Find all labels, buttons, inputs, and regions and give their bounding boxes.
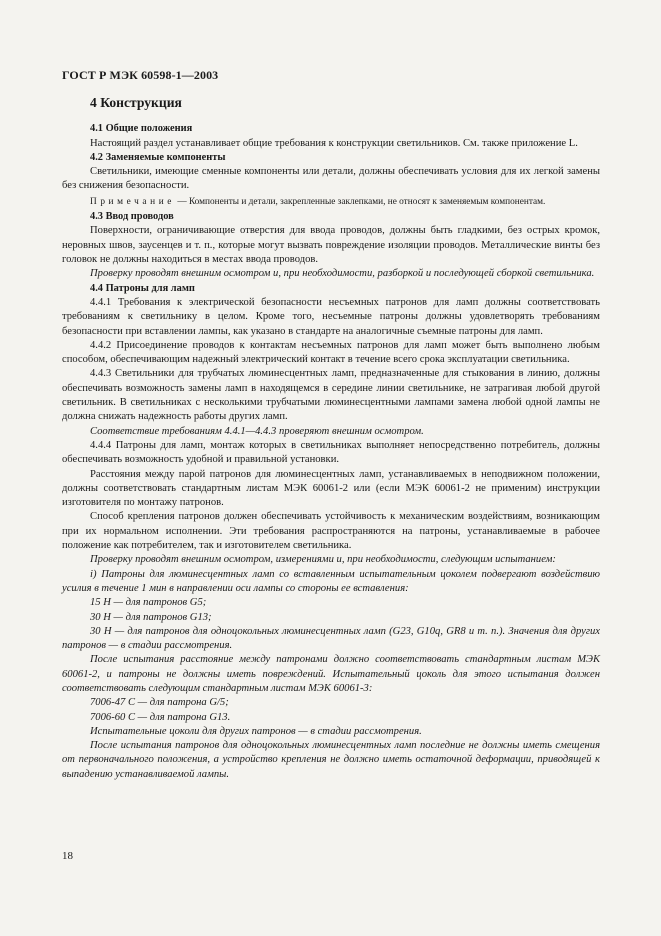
- check-paragraph: Проверку проводят внешним осмотром и, при необходимости, разборкой и последующей сборкой светильника.: [90, 268, 595, 280]
- page-number: 18: [62, 850, 73, 862]
- paragraph-4-4-1: 4.4.1 Требования к электрической безопасности несъемных патронов для ламп должны соответствовать требованиям к светильнику в целом. Кроме того, несъемные патроны должны удовлетворять требованиям безопасности при вставлении лампы, как указано в стандарте на аналогичные съемные патроны для ламп.: [62, 296, 600, 337]
- after-test-paragraph: После испытания расстояние между патронами должно соответствовать стандартным листам МЭК 60061-2, и патроны не должны иметь повреждений. Испытательный цоколь для этого испытания должен соответствовать следующим стандартным листам МЭК 60061-3:: [62, 654, 600, 694]
- paragraph: Расстояния между парой патронов для люминесцентных ламп, устанавливаемых в неподвижном положении, должны соответствовать стандартным листам МЭК 60061-2 или (если МЭК 60061-2 не применим) инструкции изготовителя по монтажу патронов.: [62, 468, 600, 509]
- paragraph: Светильники, имеющие сменные компоненты или детали, должны обеспечивать условия для их легкой замены без снижения безопасности.: [62, 166, 600, 192]
- subsection-heading-4-1: 4.1 Общие положения: [90, 123, 193, 135]
- paragraph: Испытательные цоколи для других патронов — в стадии рассмотрения.: [90, 725, 422, 737]
- subsection-heading-4-4: 4.4 Патроны для ламп: [90, 282, 195, 294]
- note: [62, 196, 600, 208]
- after-test-paragraph: После испытания патронов для одноцокольных люминесцентных ламп последние не должны иметь смещения от первоначального положения, а устройство крепления не должно иметь остаточной деформации, приводящей к выпадению устанавливаемой лампы.: [62, 740, 600, 780]
- check-intro: Проверку проводят внешним осмотром, измерениями и, при необходимости, следующим испытанием:: [90, 554, 556, 566]
- check-paragraph: Соответствие требованиям 4.4.1—4.4.3 проверяют внешним осмотром.: [90, 425, 424, 437]
- document-header: ГОСТ Р МЭК 60598-1—2003: [62, 68, 219, 82]
- force-value: 30 Н — для патронов G13;: [90, 611, 212, 623]
- paragraph: Способ крепления патронов должен обеспечивать устойчивость к механическим воздействиям, возникающим при их нормальном исполнении. Эти требования распространяются на патроны, устанавливаемые в рабочее положение как потребителем, так и изготовителем светильника.: [62, 511, 600, 552]
- note-text: — Компоненты и детали, закрепленные заклепками, не относят к заменяемым компонентам.: [175, 196, 546, 207]
- page-content: [62, 96, 600, 782]
- force-value: 30 Н — для патронов для одноцокольных люминесцентных ламп (G23, G10q, GR8 и т. п.). Значения для других патронов — в стадии рассмотрения.: [62, 625, 600, 652]
- paragraph-4-4-4: 4.4.4 Патроны для ламп, монтаж которых в светильниках выполняет непосредственно потребитель, должны обеспечивать возможность удобной и правильной установки.: [62, 439, 600, 466]
- force-value: 15 Н — для патронов G5;: [90, 597, 207, 609]
- sheet-value: 7006-60 С — для патрона G13.: [90, 711, 231, 723]
- note-label: Примечание: [90, 196, 175, 207]
- paragraph-4-4-2: 4.4.2 Присоединение проводов к контактам несъемных патронов для ламп может быть выполнено любым способом, обеспечивающим надежный электрический контакт в течение всего срока эксплуатации светильника.: [62, 339, 600, 366]
- paragraph: Поверхности, ограничивающие отверстия для ввода проводов, должны быть гладкими, без острых кромок, неровных швов, заусенцев и т. п., которые могут вызвать повреждение изоляции проводов. Металлические винты без головок не должны находиться в местах ввода проводов.: [62, 225, 600, 266]
- subsection-heading-4-2: 4.2 Заменяемые компоненты: [90, 151, 226, 163]
- subsection-heading-4-3: 4.3 Ввод проводов: [90, 211, 174, 223]
- paragraph: Настоящий раздел устанавливает общие требования к конструкции светильников. См. также приложение L.: [90, 137, 578, 149]
- sheet-value: 7006-47 С — для патрона G/5;: [90, 697, 229, 709]
- paragraph-4-4-3: 4.4.3 Светильники для трубчатых люминесцентных ламп, предназначенные для стыкования в линию, должны обеспечивать возможность замены ламп в находящемся в середине линии светильнике, не затрагивая любой другой светильник. В светильниках с несколькими трубчатыми люминесцентными лампами замена любой одной лампы не должна снижать надежность работы других ламп.: [62, 368, 600, 423]
- test-item-i: i) Патроны для люминесцентных ламп со вставленным испытательным цоколем подвергают воздействию усилия в течение 1 мин в направлении оси лампы со стороны ее вставления:: [62, 568, 600, 594]
- section-title: 4 Конструкция: [90, 95, 182, 110]
